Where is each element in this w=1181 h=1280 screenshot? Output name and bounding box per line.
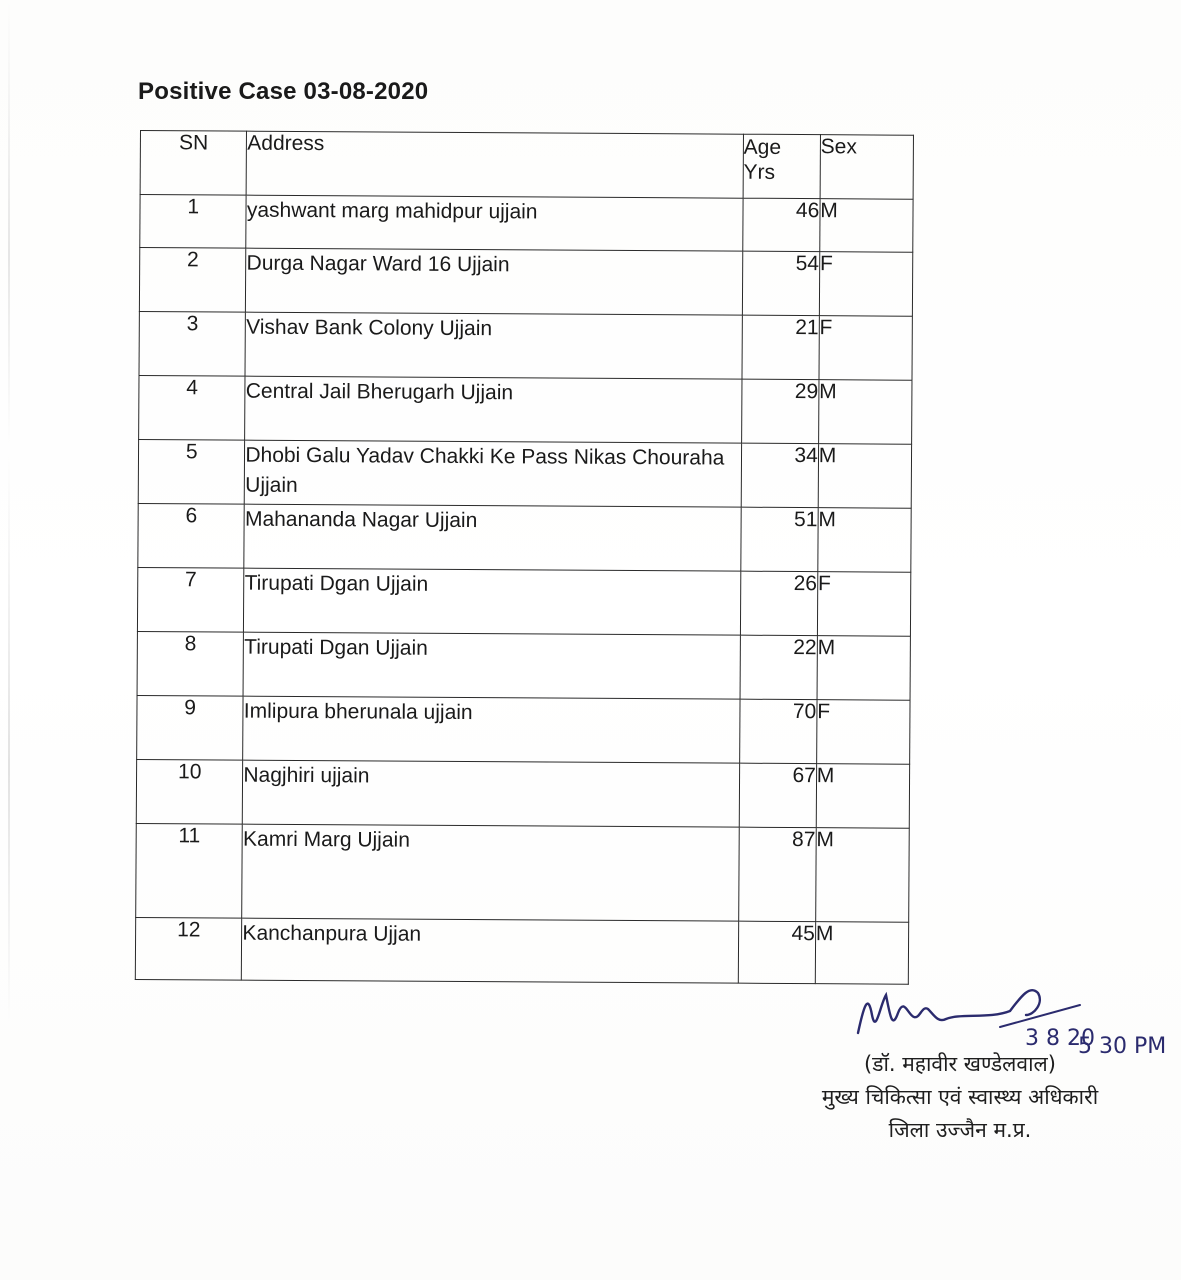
positive-cases-table bbox=[135, 130, 914, 985]
cell-sn: 7 bbox=[137, 567, 244, 632]
cell-sn: 1 bbox=[140, 195, 247, 249]
signature-time-text: 5 30 PM bbox=[1078, 1034, 1167, 1055]
cell-address: yashwant marg mahidpur ujjain bbox=[246, 195, 743, 251]
table-header-row bbox=[140, 131, 913, 200]
table-row bbox=[137, 567, 910, 636]
cell-sex: M bbox=[818, 508, 912, 573]
cell-address: Vishav Bank Colony Ujjain bbox=[245, 312, 742, 379]
table-row bbox=[137, 631, 910, 700]
cell-sex: M bbox=[815, 922, 909, 985]
table-row bbox=[138, 439, 911, 508]
cell-sn: 5 bbox=[138, 439, 245, 504]
cell-address: Central Jail Bherugarh Ujjain bbox=[245, 376, 742, 443]
cell-sn: 4 bbox=[139, 375, 246, 440]
cell-sex: M bbox=[820, 199, 914, 253]
cell-sn: 12 bbox=[135, 917, 242, 980]
table-row bbox=[139, 311, 912, 380]
cell-address: Kamri Marg Ujjain bbox=[242, 824, 739, 921]
header-age-line1: Age bbox=[743, 135, 782, 159]
cell-age: 29 bbox=[741, 379, 818, 443]
cell-sn: 2 bbox=[139, 248, 246, 313]
cell-sex: F bbox=[819, 316, 913, 381]
signature-date-text: 3 8 20 bbox=[1025, 1026, 1095, 1051]
cell-sn: 8 bbox=[137, 631, 244, 696]
table-row bbox=[140, 195, 913, 253]
cell-sex: M bbox=[818, 444, 912, 509]
cell-age: 87 bbox=[738, 827, 816, 921]
cell-sn: 11 bbox=[136, 823, 243, 918]
cell-sn: 10 bbox=[136, 759, 243, 824]
cell-address: Nagjhiri ujjain bbox=[243, 760, 740, 827]
cell-address: Tirupati Dgan Ujjain bbox=[243, 632, 740, 699]
table-row bbox=[138, 503, 911, 572]
handwritten-signature bbox=[850, 975, 1181, 1055]
cell-address: Durga Nagar Ward 16 Ujjain bbox=[246, 248, 743, 315]
cell-address: Mahananda Nagar Ujjain bbox=[244, 504, 741, 571]
header-age-line2: Yrs bbox=[743, 160, 776, 184]
signatory-block bbox=[760, 1048, 1160, 1147]
cell-address: Tirupati Dgan Ujjain bbox=[244, 568, 741, 635]
table-row bbox=[135, 917, 908, 984]
table-row bbox=[137, 695, 910, 764]
cell-sn: 6 bbox=[138, 503, 245, 568]
header-address: Address bbox=[246, 131, 743, 198]
cell-age: 34 bbox=[741, 443, 818, 507]
cell-sex: F bbox=[816, 700, 910, 765]
header-sn: SN bbox=[140, 131, 247, 196]
cell-age: 45 bbox=[738, 921, 815, 983]
signatory-designation: मुख्य चिकित्सा एवं स्वास्थ्य अधिकारी bbox=[821, 1085, 1099, 1109]
cell-age: 26 bbox=[740, 571, 817, 635]
cell-age: 70 bbox=[739, 699, 816, 763]
table-row bbox=[136, 759, 909, 828]
cell-sn: 9 bbox=[137, 695, 244, 760]
cell-address: Imlipura bherunala ujjain bbox=[243, 696, 740, 763]
cell-age: 46 bbox=[743, 198, 820, 251]
cell-age: 67 bbox=[739, 763, 816, 827]
table-row bbox=[139, 248, 912, 317]
signatory-location: जिला उज्जैन म.प्र. bbox=[888, 1118, 1032, 1142]
table-row bbox=[139, 375, 912, 444]
cell-age: 22 bbox=[740, 635, 817, 699]
cell-address: Kanchanpura Ujjan bbox=[242, 918, 739, 983]
cell-age: 54 bbox=[742, 251, 819, 315]
cell-age: 51 bbox=[741, 507, 818, 571]
cell-sex: M bbox=[815, 828, 909, 923]
cell-sn: 3 bbox=[139, 311, 246, 376]
signatory-name: (डॉ. महावीर खण्डेलवाल) bbox=[864, 1052, 1056, 1076]
table-row bbox=[136, 823, 910, 922]
cell-sex: M bbox=[817, 636, 911, 701]
cell-sex: F bbox=[819, 252, 913, 317]
cell-address: Dhobi Galu Yadav Chakki Ke Pass Nikas Chouraha Ujjain bbox=[245, 440, 742, 507]
scan-edge-shadow bbox=[8, 0, 10, 1280]
header-sex: Sex bbox=[820, 135, 914, 200]
cell-age: 21 bbox=[742, 315, 819, 379]
cell-sex: M bbox=[816, 764, 910, 829]
cell-sex: F bbox=[817, 572, 911, 637]
document-title: Positive Case 03-08-2020 bbox=[138, 78, 429, 105]
cell-sex: M bbox=[818, 380, 912, 445]
header-age bbox=[743, 134, 820, 198]
